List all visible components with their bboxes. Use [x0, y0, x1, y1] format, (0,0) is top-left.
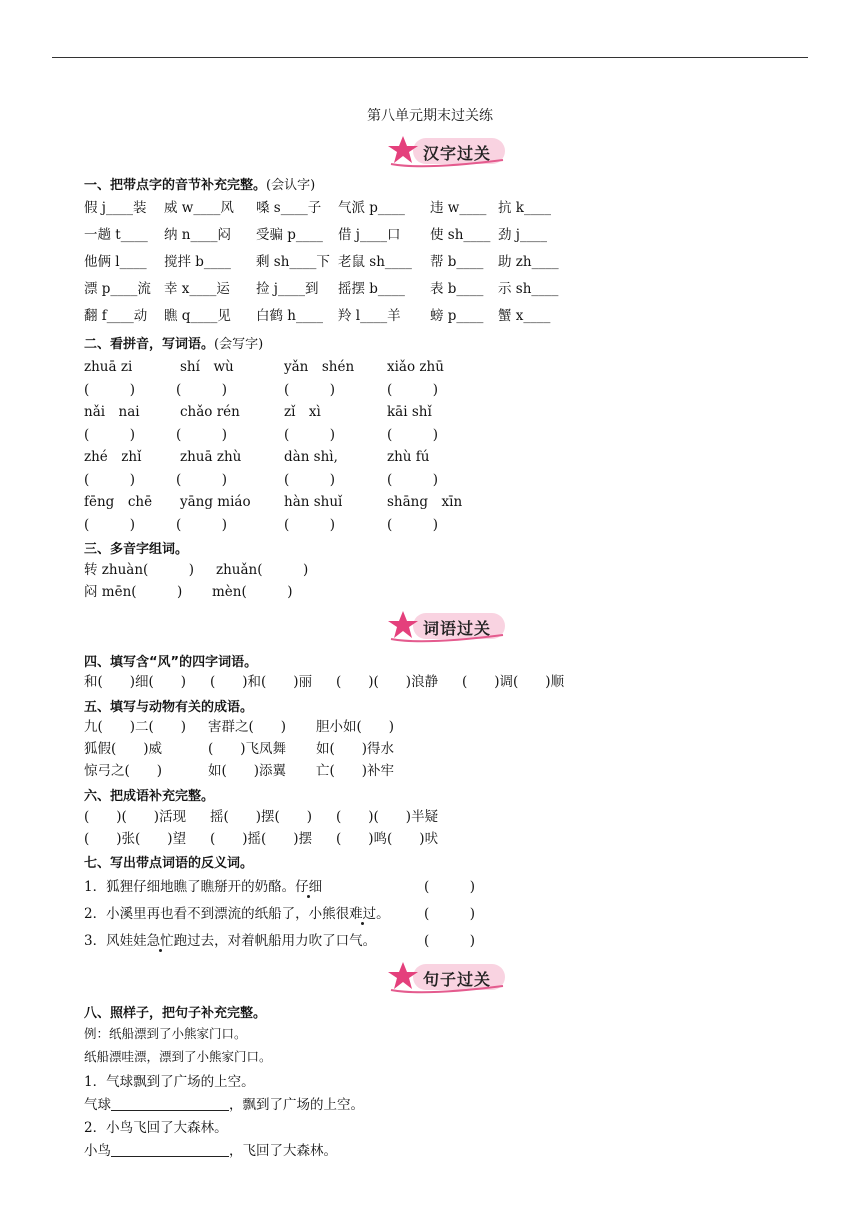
- pinyin-fill-item: 羚 l____羊: [338, 308, 401, 324]
- pinyin-word: zhuā zi: [84, 359, 133, 375]
- word-blank[interactable]: ( ): [176, 427, 228, 443]
- polyphone-item: 转 zhuàn( ): [84, 562, 195, 578]
- pinyin-fill-item: 摇摆 b____: [338, 281, 405, 297]
- answer-suffix: ，飘到了广场的上空。: [229, 1097, 364, 1113]
- pinyin-fill-item: 威 w____风: [164, 200, 234, 216]
- pinyin-word: kāi shǐ: [387, 404, 432, 420]
- idiom-blank: 狐假( )威: [84, 741, 163, 757]
- answer-blank[interactable]: ( ): [424, 906, 476, 922]
- section-5-heading: 五、填写与动物有关的成语。: [84, 700, 254, 715]
- antonym-question: [84, 929, 476, 949]
- answer-line-1: [84, 1093, 364, 1113]
- pinyin-fill-item: 老鼠 sh____: [338, 254, 412, 270]
- section-8-heading: 八、照样子，把句子补充完整。: [84, 1006, 267, 1021]
- antonym-question: [84, 902, 476, 922]
- section-6-heading: 六、把成语补充完整。: [84, 789, 215, 804]
- answer-blank[interactable]: [111, 1142, 229, 1157]
- pinyin-word: zhuā zhù: [180, 449, 242, 465]
- word-blank[interactable]: ( ): [176, 382, 228, 398]
- question-number: 1．: [84, 879, 107, 895]
- word-blank[interactable]: ( ): [284, 382, 336, 398]
- idiom-blank: ( )和( )丽: [210, 674, 313, 690]
- pinyin-fill-item: 受骗 p____: [256, 227, 323, 243]
- antonym-question: [84, 875, 476, 895]
- pinyin-fill-item: 搅拌 b____: [164, 254, 231, 270]
- word-blank[interactable]: ( ): [176, 517, 228, 533]
- word-blank[interactable]: ( ): [84, 427, 136, 443]
- page-title: 第八单元期末过关练: [367, 108, 493, 124]
- idiom-blank: 和( )细( ): [84, 674, 187, 690]
- idiom-blank: ( )摇( )摆: [210, 831, 313, 847]
- pinyin-fill-item: 假 j____装: [84, 200, 147, 216]
- word-blank[interactable]: ( ): [284, 517, 336, 533]
- word-blank[interactable]: ( ): [387, 472, 439, 488]
- pinyin-fill-item: 翻 f____动: [84, 308, 148, 324]
- word-blank[interactable]: ( ): [387, 517, 439, 533]
- pinyin-fill-item: 抗 k____: [498, 200, 551, 216]
- idiom-blank: ( )( )活现: [84, 809, 187, 825]
- heading-text: 一、把带点字的音节补充完整。: [84, 178, 267, 193]
- question-text: 跑过去，对着帆船用力吹了口气。: [173, 933, 377, 949]
- idiom-blank: ( )鸣( )吠: [336, 831, 439, 847]
- pinyin-fill-item: 一趟 t____: [84, 227, 148, 243]
- word-blank[interactable]: ( ): [84, 382, 136, 398]
- pinyin-word: chǎo rén: [180, 404, 240, 420]
- pinyin-word: hàn shuǐ: [284, 494, 343, 510]
- pinyin-word: fēng chē: [84, 494, 153, 510]
- question-number: 2．: [84, 906, 107, 922]
- pinyin-fill-item: 螃 p____: [430, 308, 484, 324]
- answer-blank[interactable]: ( ): [424, 879, 476, 895]
- pinyin-fill-item: 蟹 x____: [498, 308, 551, 324]
- pinyin-word: xiǎo zhū: [387, 359, 444, 375]
- pinyin-fill-item: 表 b____: [430, 281, 484, 297]
- word-blank[interactable]: ( ): [284, 427, 336, 443]
- pinyin-fill-item: 违 w____: [430, 200, 487, 216]
- pinyin-word: yǎn shén: [284, 359, 355, 375]
- section-banner-hanzi: [383, 134, 508, 168]
- heading-note: (会写字): [214, 337, 264, 352]
- banner-label: 汉字过关: [423, 144, 492, 163]
- word-blank[interactable]: ( ): [387, 427, 439, 443]
- answer-prefix: 气球: [84, 1097, 111, 1113]
- example-answer: 纸船漂哇漂，漂到了小熊家门口。: [84, 1049, 272, 1064]
- idiom-blank: 摇( )摆( ): [210, 809, 313, 825]
- section-7-heading: 七、写出带点词语的反义词。: [84, 856, 254, 871]
- dotted-word: 急忙: [146, 933, 174, 949]
- section-4-heading: 四、填写含“风”的四字词语。: [84, 655, 258, 670]
- section-2-heading: [84, 333, 263, 352]
- pinyin-word: shāng xīn: [387, 494, 463, 510]
- answer-blank[interactable]: [111, 1096, 229, 1111]
- top-rule: [52, 57, 808, 58]
- idiom-blank: 如( )添翼: [208, 763, 287, 779]
- pinyin-fill-item: 捡 j____到: [256, 281, 319, 297]
- pinyin-word: zhù fú: [387, 449, 430, 465]
- pinyin-word: shí wù: [180, 359, 234, 375]
- idiom-blank: 胆小如( ): [316, 719, 395, 735]
- pinyin-word: nǎi nai: [84, 404, 140, 420]
- pinyin-word: zhé zhǐ: [84, 449, 142, 465]
- answer-line-2: [84, 1139, 337, 1159]
- pinyin-fill-item: 瞧 q____见: [164, 308, 231, 324]
- answer-blank[interactable]: ( ): [424, 933, 476, 949]
- answer-prefix: 小鸟: [84, 1143, 111, 1159]
- pinyin-fill-item: 使 sh____: [430, 227, 491, 243]
- question-text: 风娃娃: [106, 933, 147, 949]
- pinyin-word: yāng miáo: [180, 494, 251, 510]
- idiom-blank: ( )飞凤舞: [208, 741, 287, 757]
- question-text: 小溪里再也看不到漂流的纸船了，小熊很: [106, 906, 350, 922]
- section-banner-juzi: [383, 960, 508, 994]
- section-1-heading: [84, 174, 315, 193]
- dotted-word: 仔细: [295, 879, 323, 895]
- polyphone-item: zhuǎn( ): [216, 562, 309, 578]
- idiom-blank: 亡( )补牢: [316, 763, 395, 779]
- pinyin-fill-item: 示 sh____: [498, 281, 559, 297]
- polyphone-item: 闷 mēn( ): [84, 584, 183, 600]
- pinyin-fill-item: 剩 sh____下: [256, 254, 330, 270]
- idiom-blank: 如( )得水: [316, 741, 395, 757]
- question-2: 2．小鸟飞回了大森林。: [84, 1120, 228, 1136]
- word-blank[interactable]: ( ): [176, 472, 228, 488]
- pinyin-fill-item: 气派 p____: [338, 200, 405, 216]
- idiom-blank: ( )张( )望: [84, 831, 187, 847]
- pinyin-fill-item: 借 j____口: [338, 227, 401, 243]
- pinyin-word: dàn shì,: [284, 449, 338, 465]
- section-banner-ciyu: [383, 609, 508, 643]
- heading-text: 二、看拼音，写词语。: [84, 337, 215, 352]
- pinyin-fill-item: 他俩 l____: [84, 254, 147, 270]
- idiom-blank: 惊弓之( ): [84, 763, 163, 779]
- polyphone-item: mèn( ): [212, 584, 293, 600]
- question-1: 1．气球飘到了广场的上空。: [84, 1074, 255, 1090]
- heading-note: (会认字): [266, 178, 316, 193]
- pinyin-word: zǐ xì: [284, 404, 321, 420]
- section-3-heading: 三、多音字组词。: [84, 542, 189, 557]
- pinyin-fill-item: 纳 n____闷: [164, 227, 231, 243]
- word-blank[interactable]: ( ): [387, 382, 439, 398]
- idiom-blank: ( )调( )顺: [462, 674, 565, 690]
- word-blank[interactable]: ( ): [84, 472, 136, 488]
- idiom-blank: 害群之( ): [208, 719, 287, 735]
- example-sentence: 例：纸船漂到了小熊家门口。: [84, 1026, 247, 1041]
- pinyin-fill-item: 劲 j____: [498, 227, 547, 243]
- idiom-blank: ( )( )浪静: [336, 674, 439, 690]
- pinyin-fill-item: 漂 p____流: [84, 281, 151, 297]
- pinyin-fill-item: 助 zh____: [498, 254, 559, 270]
- question-number: 3．: [84, 933, 107, 949]
- question-text: 。: [376, 906, 390, 922]
- pinyin-fill-item: 嗓 s____子: [256, 200, 322, 216]
- idiom-blank: 九( )二( ): [84, 719, 187, 735]
- pinyin-fill-item: 幸 x____运: [164, 281, 230, 297]
- answer-suffix: ，飞回了大森林。: [229, 1143, 337, 1159]
- banner-label: 词语过关: [423, 619, 492, 638]
- pinyin-fill-item: 白鹤 h____: [256, 308, 323, 324]
- pinyin-fill-item: 帮 b____: [430, 254, 484, 270]
- dotted-word: 难过: [349, 906, 377, 922]
- banner-label: 句子过关: [423, 970, 492, 989]
- idiom-blank: ( )( )半疑: [336, 809, 439, 825]
- question-text: 狐狸仔细地瞧了瞧掰开的奶酪。: [106, 879, 296, 895]
- word-blank[interactable]: ( ): [84, 517, 136, 533]
- word-blank[interactable]: ( ): [284, 472, 336, 488]
